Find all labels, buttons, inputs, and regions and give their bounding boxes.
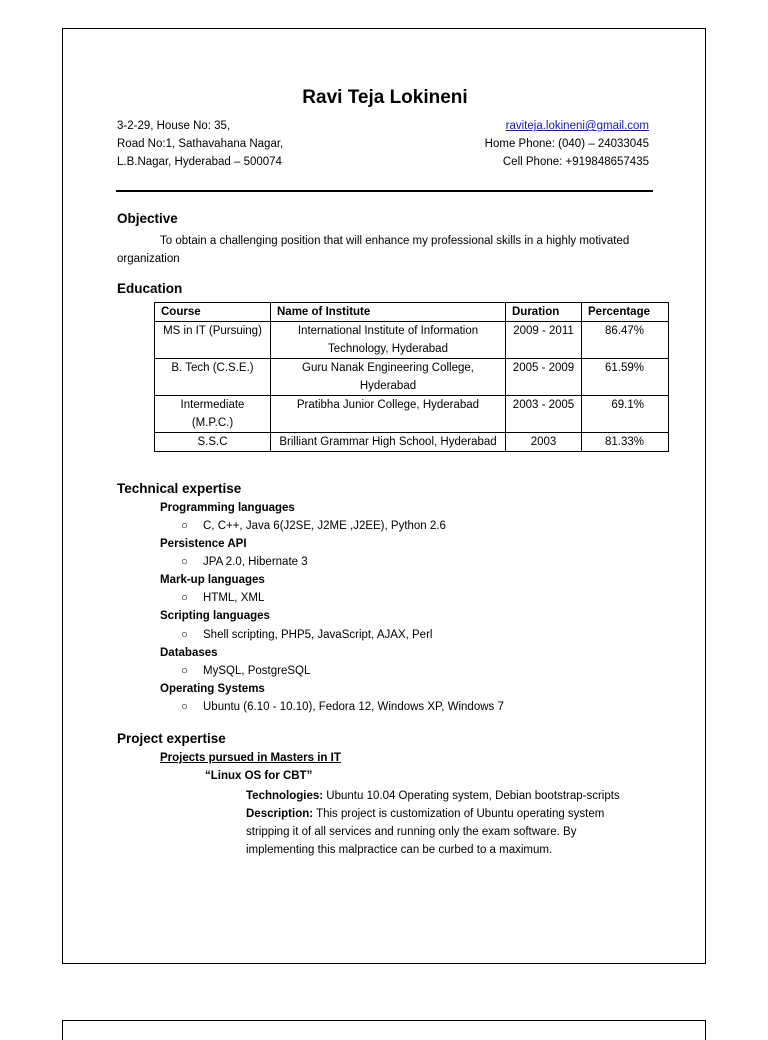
- skill-group-title: Operating Systems: [160, 683, 265, 695]
- education-table: [154, 302, 669, 452]
- course-cell: Intermediate (M.P.C.): [155, 396, 271, 433]
- address-line: L.B.Nagar, Hyderabad – 500074: [117, 156, 282, 168]
- description-line: Description: This project is customization of Ubuntu operating system: [246, 808, 605, 820]
- table-row: [155, 433, 669, 452]
- postal-address: [117, 117, 283, 171]
- institute-cell: Pratibha Junior College, Hyderabad: [271, 396, 506, 433]
- institute-cell: Brilliant Grammar High School, Hyderabad: [271, 433, 506, 452]
- skill-group-title: Scripting languages: [160, 610, 270, 622]
- circle-bullet-icon: ○: [181, 592, 188, 604]
- candidate-name: Ravi Teja Lokineni: [302, 87, 468, 108]
- skill-item: ○ MySQL, PostgreSQL: [181, 665, 311, 677]
- objective-heading: Objective: [117, 211, 178, 226]
- duration-cell: 2005 - 2009: [506, 359, 582, 396]
- skill-item: ○ Shell scripting, PHP5, JavaScript, AJAX, Perl: [181, 629, 433, 641]
- objective-line: To obtain a challenging position that will enhance my professional skills in a highly motivated: [160, 235, 630, 247]
- technical-heading: Technical expertise: [117, 481, 242, 496]
- course-cell: B. Tech (C.S.E.): [155, 359, 271, 396]
- description-label: Description:: [246, 808, 314, 820]
- percentage-cell: 69.1%: [582, 396, 669, 433]
- duration-cell: 2003: [506, 433, 582, 452]
- skill-group-title: Persistence API: [160, 538, 247, 550]
- header-divider: [116, 190, 653, 192]
- circle-bullet-icon: ○: [181, 701, 188, 713]
- project-subheading: Projects pursued in Masters in IT: [160, 752, 341, 764]
- table-row: [155, 322, 669, 359]
- duration-cell: 2003 - 2005: [506, 396, 582, 433]
- circle-bullet-icon: ○: [181, 556, 188, 568]
- description-line: stripping it of all services and running only the exam software. By: [246, 826, 577, 838]
- resume-page: [62, 28, 706, 964]
- table-row: [155, 396, 669, 433]
- skill-group-title: Databases: [160, 647, 218, 659]
- email-link[interactable]: raviteja.lokineni@gmail.com: [505, 120, 649, 132]
- objective-text: [117, 232, 657, 268]
- column-header: Percentage: [582, 303, 669, 322]
- address-line: 3-2-29, House No: 35,: [117, 120, 231, 132]
- education-heading: Education: [117, 281, 183, 296]
- institute-cell: Guru Nanak Engineering College, Hyderabad: [271, 359, 506, 396]
- project-heading: Project expertise: [117, 731, 226, 746]
- skill-item: ○ C, C++, Java 6(J2SE, J2ME ,J2EE), Python 2.6: [181, 520, 446, 532]
- course-cell: MS in IT (Pursuing): [155, 322, 271, 359]
- circle-bullet-icon: ○: [181, 665, 188, 677]
- institute-cell: International Institute of Information Technology, Hyderabad: [271, 322, 506, 359]
- next-page-edge: [62, 1020, 706, 1040]
- objective-line: organization: [117, 253, 180, 265]
- column-header: Name of Institute: [271, 303, 506, 322]
- project-details: [246, 787, 646, 859]
- circle-bullet-icon: ○: [181, 629, 188, 641]
- skill-item: ○ Ubuntu (6.10 - 10.10), Fedora 12, Windows XP, Windows 7: [181, 701, 504, 713]
- project-title: “Linux OS for CBT”: [205, 770, 313, 782]
- home-phone: Home Phone: (040) – 24033045: [484, 138, 649, 150]
- column-header: Duration: [506, 303, 582, 322]
- duration-cell: 2009 - 2011: [506, 322, 582, 359]
- technologies-line: Technologies: Ubuntu 10.04 Operating system, Debian bootstrap-scripts: [246, 790, 620, 802]
- percentage-cell: 86.47%: [582, 322, 669, 359]
- description-line: implementing this malpractice can be curbed to a maximum.: [246, 844, 553, 856]
- column-header: Course: [155, 303, 271, 322]
- skill-group-title: Programming languages: [160, 502, 295, 514]
- course-cell: S.S.C: [155, 433, 271, 452]
- cell-phone: Cell Phone: +919848657435: [502, 156, 649, 168]
- skill-item: ○ HTML, XML: [181, 592, 265, 604]
- table-row: [155, 359, 669, 396]
- contact-info: [485, 117, 649, 171]
- circle-bullet-icon: ○: [181, 520, 188, 532]
- percentage-cell: 81.33%: [582, 433, 669, 452]
- skill-item: ○ JPA 2.0, Hibernate 3: [181, 556, 308, 568]
- percentage-cell: 61.59%: [582, 359, 669, 396]
- address-line: Road No:1, Sathavahana Nagar,: [117, 138, 284, 150]
- skill-group-title: Mark-up languages: [160, 574, 265, 586]
- table-header-row: [155, 303, 669, 322]
- technologies-label: Technologies:: [246, 790, 324, 802]
